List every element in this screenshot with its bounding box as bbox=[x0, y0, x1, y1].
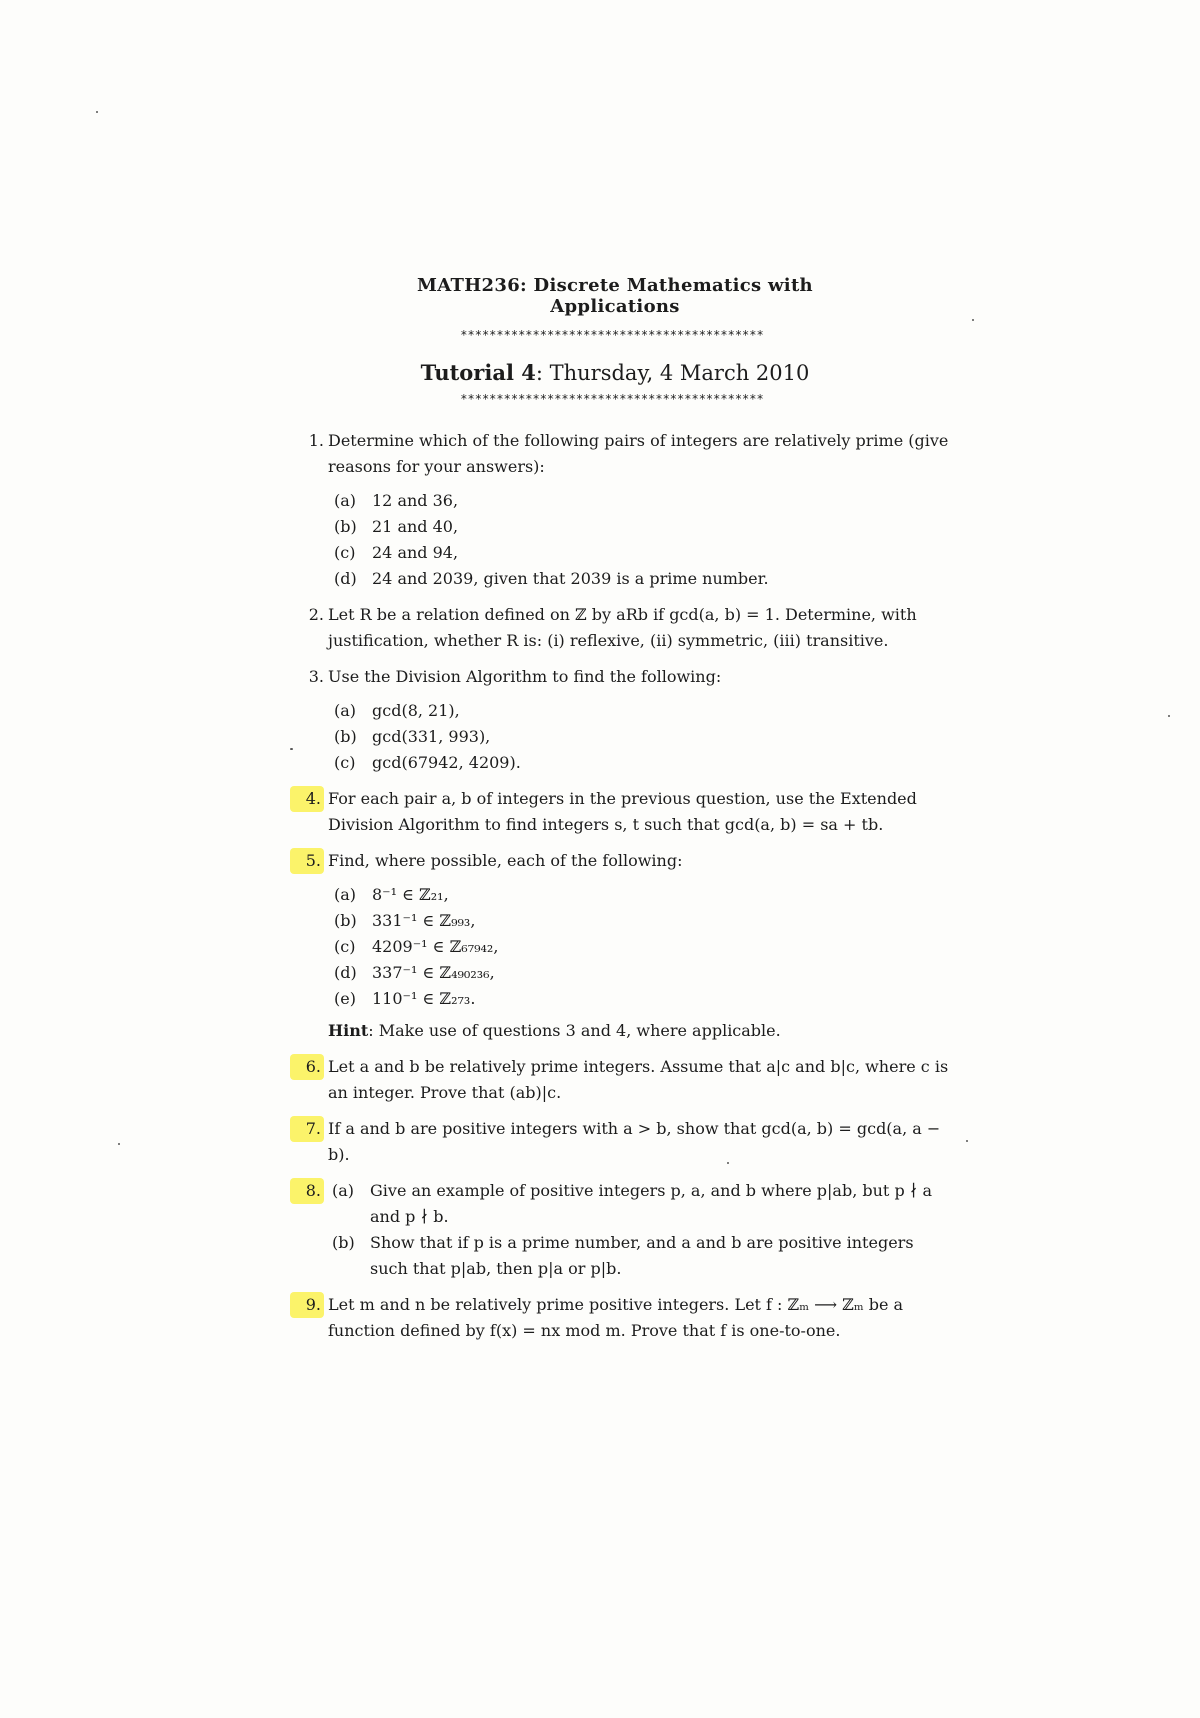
question-number: 2. bbox=[308, 605, 324, 624]
sub-part bbox=[332, 1230, 956, 1282]
sub-parts bbox=[328, 882, 956, 1012]
question-8 bbox=[296, 1178, 956, 1282]
sub-part-text: 4209⁻¹ ∈ ℤ₆₇₉₄₂, bbox=[372, 937, 499, 956]
star-divider-bottom: ****************************************** bbox=[460, 392, 764, 406]
sub-part bbox=[334, 488, 956, 514]
scan-speck bbox=[972, 319, 974, 321]
sub-part-text: gcd(8, 21), bbox=[372, 701, 460, 720]
question-number-highlighted: 5. bbox=[290, 848, 324, 874]
sub-part-label: (a) bbox=[334, 701, 357, 720]
tutorial-label: Tutorial 4 bbox=[420, 360, 536, 385]
question-5 bbox=[296, 848, 956, 1044]
sub-part-label: (a) bbox=[332, 1181, 355, 1200]
sub-part-label: (c) bbox=[334, 543, 356, 562]
question-3 bbox=[296, 664, 956, 776]
sub-part-text: 331⁻¹ ∈ ℤ₉₉₃, bbox=[372, 911, 476, 930]
scan-speck bbox=[966, 1140, 968, 1142]
sub-parts bbox=[328, 698, 956, 776]
question-1 bbox=[296, 428, 956, 592]
sub-part-label: (c) bbox=[334, 753, 356, 772]
sub-part-label: (e) bbox=[334, 989, 356, 1008]
question-text: Let a and b be relatively prime integers. Assume that a|c and b|c, where c is an integer. Prove that (ab)|c. bbox=[328, 1057, 949, 1102]
sub-parts bbox=[328, 1178, 956, 1282]
sub-part-text: Show that if p is a prime number, and a and b are positive integers such that p|ab, then p|a or p|b. bbox=[370, 1233, 914, 1278]
sub-part bbox=[332, 1178, 956, 1230]
sub-part-text: 24 and 2039, given that 2039 is a prime number. bbox=[372, 569, 769, 588]
sub-part bbox=[334, 960, 956, 986]
question-text: Let m and n be relatively prime positive integers. Let f : ℤₘ ⟶ ℤₘ be a function defined by f(x) = nx mod m. Prove that f is one-to-one. bbox=[328, 1295, 904, 1340]
sub-part-label: (b) bbox=[334, 727, 357, 746]
sub-part bbox=[334, 908, 956, 934]
sub-part-text: 21 and 40, bbox=[372, 517, 459, 536]
question-text: Use the Division Algorithm to find the following: bbox=[328, 667, 722, 686]
question-text: Find, where possible, each of the following: bbox=[328, 851, 683, 870]
question-text: Determine which of the following pairs of integers are relatively prime (give reasons for your answers): bbox=[328, 431, 949, 476]
sub-part-text: 110⁻¹ ∈ ℤ₂₇₃. bbox=[372, 989, 476, 1008]
question-4 bbox=[296, 786, 956, 838]
question-text: If a and b are positive integers with a > b, show that gcd(a, b) = gcd(a, a − b). bbox=[328, 1119, 941, 1164]
sub-part-text: 8⁻¹ ∈ ℤ₂₁, bbox=[372, 885, 449, 904]
sub-part bbox=[334, 698, 956, 724]
sub-part-text: gcd(67942, 4209). bbox=[372, 753, 521, 772]
scan-speck bbox=[96, 111, 98, 113]
course-title: MATH236: Discrete Mathematics with Applications bbox=[417, 275, 813, 317]
question-2 bbox=[296, 602, 956, 654]
sub-part bbox=[334, 566, 956, 592]
sub-part-label: (d) bbox=[334, 963, 357, 982]
question-number-highlighted: 7. bbox=[290, 1116, 324, 1142]
sub-parts bbox=[328, 488, 956, 592]
sub-part-text: Give an example of positive integers p, a, and b where p|ab, but p ∤ a and p ∤ b. bbox=[370, 1181, 933, 1226]
sub-part-text: 12 and 36, bbox=[372, 491, 459, 510]
sub-part-label: (a) bbox=[334, 491, 357, 510]
question-9 bbox=[296, 1292, 956, 1344]
sub-part-label: (b) bbox=[334, 911, 357, 930]
question-7 bbox=[296, 1116, 956, 1168]
sub-part bbox=[334, 724, 956, 750]
scan-speck bbox=[118, 1143, 120, 1145]
sub-part-label: (b) bbox=[334, 517, 357, 536]
sub-part bbox=[334, 540, 956, 566]
question-number-highlighted: 4. bbox=[290, 786, 324, 812]
sub-part bbox=[334, 514, 956, 540]
sub-part-label: (d) bbox=[334, 569, 357, 588]
question-6 bbox=[296, 1054, 956, 1106]
tutorial-heading bbox=[355, 360, 875, 385]
tutorial-date: : Thursday, 4 March 2010 bbox=[535, 361, 810, 385]
sub-part bbox=[334, 882, 956, 908]
hint bbox=[328, 1018, 956, 1044]
sub-part-text: 24 and 94, bbox=[372, 543, 459, 562]
question-number: 3. bbox=[308, 667, 324, 686]
sub-part-label: (a) bbox=[334, 885, 357, 904]
sub-part-text: gcd(331, 993), bbox=[372, 727, 491, 746]
sub-part bbox=[334, 986, 956, 1012]
question-number: 1. bbox=[308, 431, 324, 450]
sub-part-label: (b) bbox=[332, 1233, 355, 1252]
question-text: Let R be a relation defined on ℤ by aRb if gcd(a, b) = 1. Determine, with justification, whether R is: (i) reflexive, (ii) symmetric, (iii) transitive. bbox=[328, 605, 917, 650]
sub-part-text: 337⁻¹ ∈ ℤ₄₉₀₂₃₆, bbox=[372, 963, 495, 982]
question-text: For each pair a, b of integers in the previous question, use the Extended Division Algorithm to find integers s, t such that gcd(a, b) = sa + tb. bbox=[328, 789, 917, 834]
sub-part-label: (c) bbox=[334, 937, 356, 956]
question-number-highlighted: 9. bbox=[290, 1292, 324, 1318]
scan-speck bbox=[1168, 715, 1170, 717]
sub-part bbox=[334, 750, 956, 776]
question-number-highlighted: 8. bbox=[290, 1178, 324, 1204]
hint-label: Hint bbox=[328, 1021, 369, 1040]
question-list bbox=[296, 428, 956, 1354]
star-divider-top: ****************************************** bbox=[460, 328, 764, 342]
hint-text: : Make use of questions 3 and 4, where applicable. bbox=[368, 1021, 781, 1040]
scan-speck bbox=[290, 748, 293, 750]
sub-part bbox=[334, 934, 956, 960]
question-number-highlighted: 6. bbox=[290, 1054, 324, 1080]
